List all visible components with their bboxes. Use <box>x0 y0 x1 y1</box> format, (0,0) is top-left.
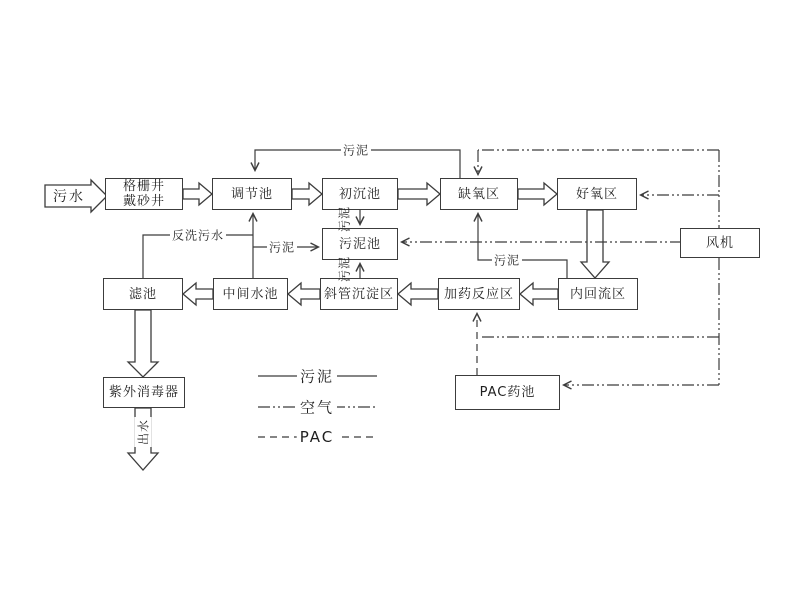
node-anoxic-zone <box>440 178 518 210</box>
flow-arrow-intermediate-filter <box>183 283 213 305</box>
sludge-label-inclined-vertical: 污泥 <box>337 255 352 283</box>
flow-arrow-filter-uv <box>128 310 158 377</box>
node-dosing-reaction-label: 加药反应区 <box>443 286 514 302</box>
flow-arrow-primary-anoxic <box>398 183 440 205</box>
node-grit-well <box>105 178 183 210</box>
node-sludge-tank <box>322 228 398 260</box>
effluent-label: 出水 <box>136 418 151 446</box>
node-intermediate-tank <box>213 278 288 310</box>
node-aerobic-zone-label: 好氧区 <box>575 186 618 202</box>
sludge-label-top: 污泥 <box>342 143 370 158</box>
flow-arrow-inclined-intermediate <box>288 283 320 305</box>
node-uv-disinfector <box>103 377 185 408</box>
node-pac-tank-label: PAC药池 <box>479 385 536 400</box>
node-inclined-tube-label: 斜管沉淀区 <box>323 286 394 302</box>
node-intermediate-tank-label: 中间水池 <box>222 286 279 302</box>
node-regulating-tank-label: 调节池 <box>230 186 273 202</box>
node-primary-sedimentation-label: 初沉池 <box>338 186 381 202</box>
influent-label: 污水 <box>53 189 85 205</box>
sludge-label-reflux: 污泥 <box>493 253 521 268</box>
node-grit-well-line2: 戴砂井 <box>122 194 165 209</box>
node-grit-well-line1: 格栅井 <box>122 179 165 194</box>
flow-arrow-anoxic-aerobic <box>518 183 557 205</box>
node-sludge-tank-label: 污泥池 <box>338 236 381 252</box>
node-internal-reflux-label: 内回流区 <box>569 286 626 302</box>
node-anoxic-zone-label: 缺氧区 <box>457 186 500 202</box>
flow-arrow-dosing-inclined <box>398 283 438 305</box>
node-filter-tank-label: 滤池 <box>128 286 157 302</box>
node-dosing-reaction-zone <box>438 278 520 310</box>
legend-label-sludge: 污泥 <box>297 366 337 387</box>
legend-label-air: 空气 <box>297 397 337 418</box>
node-uv-disinfector-label: 紫外消毒器 <box>108 385 179 400</box>
flow-arrow-regulating-primary <box>292 183 322 205</box>
flow-arrow-gritwell-regulating <box>183 183 212 205</box>
legend-label-pac: PAC <box>297 428 338 446</box>
node-pac-tank <box>455 375 560 410</box>
sludge-label-intermediate: 污泥 <box>268 240 296 255</box>
flow-arrow-aerobic-reflux <box>581 210 609 278</box>
node-blower-label: 风机 <box>705 235 734 251</box>
node-aerobic-zone <box>557 178 637 210</box>
node-filter-tank <box>103 278 183 310</box>
node-inclined-tube-sedimentation-zone <box>320 278 398 310</box>
flow-arrow-reflux-dosing <box>520 283 558 305</box>
node-internal-reflux-zone <box>558 278 638 310</box>
node-primary-sedimentation-tank <box>322 178 398 210</box>
sludge-label-primary-vertical: 污泥 <box>337 205 352 233</box>
node-regulating-tank <box>212 178 292 210</box>
node-blower <box>680 228 760 258</box>
backwash-label: 反洗污水 <box>171 228 225 243</box>
main-flow-arrows <box>45 180 609 470</box>
